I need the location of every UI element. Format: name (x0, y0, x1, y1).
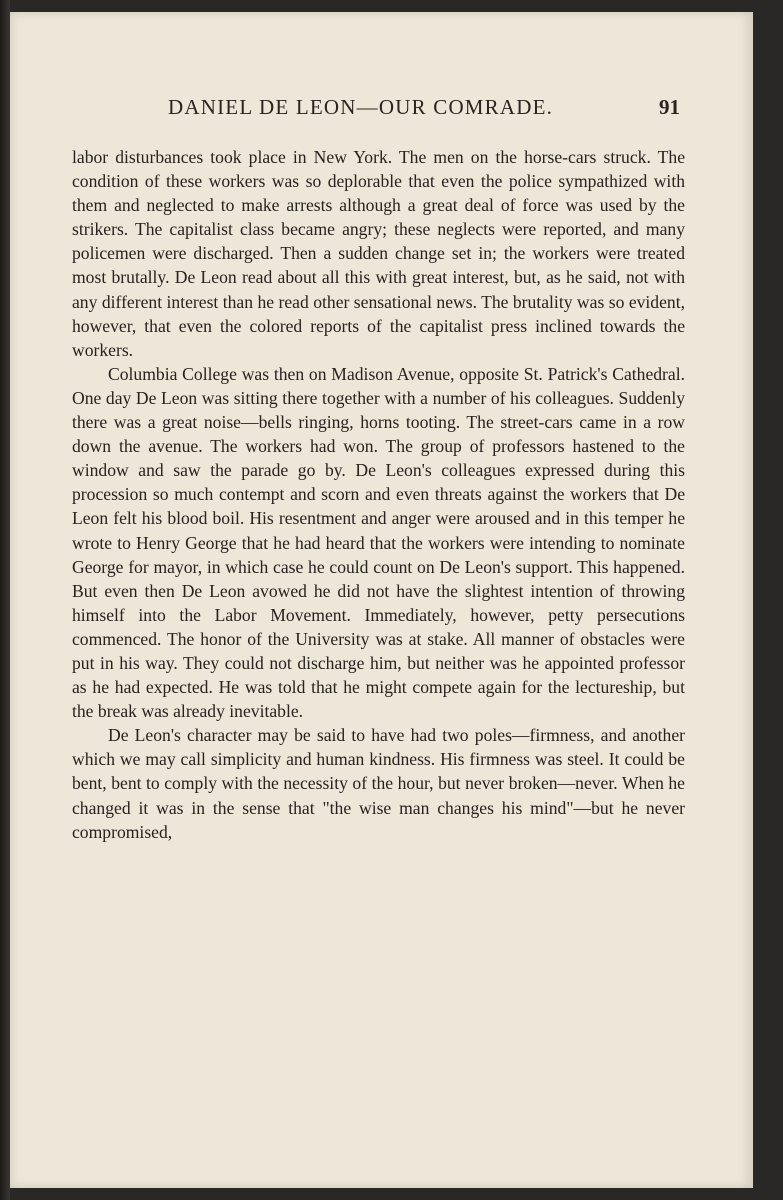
paragraph-2: Columbia College was then on Madison Avenue, opposite St. Patrick's Cathedral. One day De Leon was sitting there together with a number of his colleagues. Suddenly there was a great noise—bells ringing, horns tooting. The street-cars came in a row down the avenue. The workers had won. The group of professors hastened to the window and saw the parade go by. De Leon's colleagues expressed during this procession so much contempt and scorn and even threats against the workers that De Leon felt his blood boil. His resentment and anger were aroused and in this temper he wrote to Henry George that he had heard that the workers were intending to nominate George for mayor, in which case he could count on De Leon's support. This happened. But even then De Leon avowed he did not have the slightest intention of throwing himself into the Labor Movement. Immediately, however, petty persecutions commenced. The honor of the University was at stake. All manner of obstacles were put in his way. They could not discharge him, but neither was he appointed professor as he had expected. He was told that he might compete again for the lectureship, but the break was already inevitable. (72, 363, 685, 722)
page-body (72, 145, 685, 844)
page-header (62, 89, 680, 129)
page-number: 91 (659, 95, 680, 119)
book-spine-shadow (0, 0, 10, 1200)
paragraph-3: De Leon's character may be said to have had two poles—firmness, and another which we may call simplicity and human kindness. His firmness was steel. It could be bent, bent to comply with the necessity of the hour, but never broken—never. When he changed it was in the sense that "the wise man changes his mind"—but he never compromised, (72, 725, 685, 842)
running-head: DANIEL DE LEON—OUR COMRADE. (168, 95, 554, 119)
paragraph-1: labor disturbances took place in New York. The men on the horse-cars struck. The condition of these workers was so deplorable that even the police sympathized with them and neglected to make arrests although a great deal of force was used by the strikers. The capitalist class became angry; these neglects were reported, and many policemen were discharged. Then a sudden change set in; the workers were treated most brutally. De Leon read about all this with great interest, but, as he said, not with any different interest than he read other sensational news. The brutality was so evident, however, that even the colored reports of the capitalist press inclined towards the workers. (72, 147, 685, 360)
